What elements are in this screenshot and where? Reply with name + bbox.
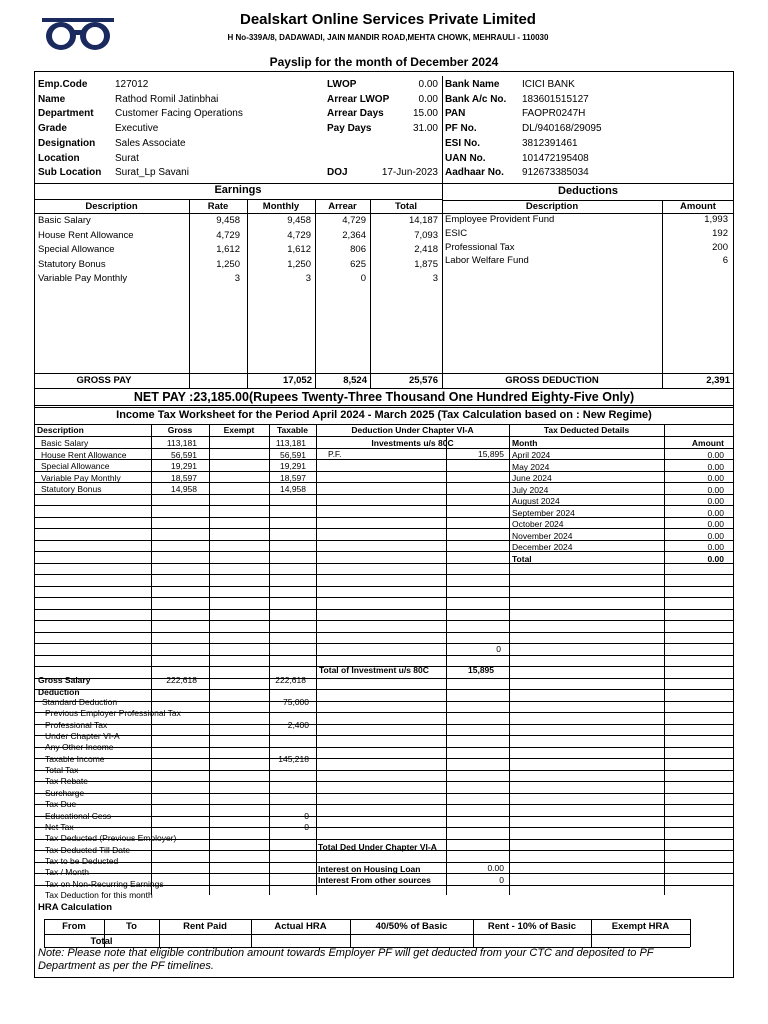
company-logo-icon	[38, 14, 118, 56]
gross-pay-monthly: 17,052	[282, 375, 312, 386]
earnings-row-value: 9,458	[216, 215, 240, 226]
employee-field-label: Sub Location	[38, 167, 102, 179]
deduction-row-amount: 192	[712, 227, 728, 239]
gross-deduction-label: GROSS DEDUCTION	[505, 375, 599, 386]
tax-deduction-description: Tax Due	[45, 799, 77, 810]
tax-deduction-description: Tax Deducted (Previous Employer)	[45, 833, 177, 844]
earnings-column-header: Total	[395, 201, 417, 212]
housing-loan-label: Interest on Housing Loan	[318, 864, 421, 874]
tax-deduction-value: 145,218	[278, 753, 309, 764]
grid-hline	[34, 770, 734, 771]
tds-amount: 0.00	[707, 496, 724, 506]
earnings-row-description: House Rent Allowance	[38, 229, 134, 241]
payslip-title: Payslip for the month of December 2024	[269, 55, 499, 69]
grid-hline	[34, 804, 734, 805]
employee-field-value: Sales Associate	[115, 137, 186, 149]
earnings-column-header: Description	[85, 201, 138, 212]
employee-field-label: Grade	[38, 123, 67, 135]
grid-vline	[370, 199, 371, 388]
employee-field-label: LWOP	[327, 79, 357, 90]
grid-hline	[34, 407, 734, 408]
grid-vline	[315, 199, 316, 388]
earnings-row-value: 1,250	[287, 258, 311, 270]
employee-field-value: Surat	[115, 152, 139, 164]
tax-deduction-description: Total Tax	[45, 765, 79, 776]
employee-field-value: Executive	[115, 123, 159, 135]
earnings-row-description: Statutory Bonus	[38, 258, 106, 270]
employee-field-value: Customer Facing Operations	[115, 108, 243, 120]
earnings-row-value: 2,418	[414, 244, 438, 255]
hra-column-header: 40/50% of Basic	[375, 921, 448, 932]
earnings-row-value: 806	[350, 244, 366, 255]
net-pay: NET PAY :23,185.00(Rupees Twenty-Three Thousand One Hundred Eighty-Five Only)	[133, 390, 635, 404]
grid-hline	[34, 758, 734, 759]
gross-pay-arrear: 8,524	[343, 375, 367, 386]
investment-name: P.F.	[328, 449, 342, 459]
earnings-row-value: 3	[234, 273, 240, 284]
deduction-row-description: Employee Provident Fund	[445, 214, 555, 225]
grid-hline	[34, 620, 734, 621]
investments-title: Investments u/s 80C	[371, 438, 454, 448]
tds-amount: 0.00	[707, 484, 724, 495]
tax-row-gross: 19,291	[171, 461, 197, 471]
total-investment-value: 15,895	[468, 665, 494, 675]
tax-deduction-description: Any Other Income	[45, 742, 114, 753]
tax-row-gross: 18,597	[171, 472, 197, 483]
tax-row-taxable: 19,291	[280, 461, 306, 471]
deduction-row-description: Professional Tax	[445, 241, 515, 253]
grid-hline	[44, 919, 690, 920]
grid-vline	[442, 76, 443, 184]
employee-field-label: DOJ	[327, 167, 348, 179]
tax-deduction-description: Tax on Non-Recurring Earnings	[45, 878, 164, 889]
grid-hline	[44, 934, 690, 935]
earnings-row-value: 1,612	[287, 244, 311, 255]
tds-month: June 2024	[512, 473, 552, 483]
tax-deduction-description: Tax Rebate	[45, 776, 88, 787]
hra-column-header: From	[62, 921, 86, 932]
grid-hline	[34, 632, 734, 633]
earnings-row-description: Special Allowance	[38, 244, 115, 255]
tds-amount: 0.00	[707, 450, 724, 460]
tds-month: Total	[512, 553, 532, 564]
tds-month: November 2024	[512, 530, 573, 541]
tax-row-gross: 113,181	[166, 438, 197, 448]
grid-vline	[189, 199, 190, 388]
tax-row-gross: 14,958	[171, 484, 197, 494]
employee-field-value: 912673385034	[522, 167, 589, 179]
gross-salary-label: Gross Salary	[38, 675, 91, 685]
tds-month: May 2024	[512, 461, 550, 472]
employee-field-label: Arrear Days	[327, 108, 384, 120]
grid-hline	[34, 586, 734, 587]
grid-hline	[34, 597, 734, 598]
tax-row-description: Basic Salary	[41, 438, 89, 448]
deduction-label: Deduction	[38, 687, 80, 697]
deductions-title: Deductions	[558, 185, 618, 197]
grid-hline	[34, 563, 734, 564]
tds-amount: 0.00	[707, 507, 724, 518]
earnings-row-value: 1,250	[216, 258, 240, 270]
company-name: Dealskart Online Services Private Limited	[240, 11, 536, 28]
grid-vline	[690, 919, 691, 947]
employee-field-value: 101472195408	[522, 152, 589, 164]
deduction-row-description: ESIC	[445, 227, 468, 239]
earnings-row-value: 625	[350, 258, 366, 270]
hra-column-header: To	[126, 921, 137, 932]
grid-hline	[34, 199, 442, 200]
tax-deduction-description: Previous Employer Professional Tax	[45, 708, 181, 719]
employee-field-label: PF No.	[445, 123, 477, 135]
employee-field-label: Arrear LWOP	[327, 93, 390, 105]
employee-field-label: Designation	[38, 137, 96, 149]
gross-salary-gross: 222,618	[166, 675, 197, 685]
employee-field-value: 0.00	[418, 93, 438, 105]
earnings-row-value: 4,729	[342, 215, 366, 226]
employee-field-label: PAN	[445, 108, 466, 120]
hra-column-header: Rent Paid	[183, 921, 227, 932]
grid-vline	[247, 199, 248, 388]
gross-pay-label: GROSS PAY	[76, 375, 132, 386]
other-sources-label: Interest From other sources	[318, 875, 431, 885]
company-address: H No-339A/8, DADAWADI, JAIN MANDIR ROAD,MEHTA CHOWK, MEHRAULI - 110030	[227, 33, 549, 42]
grid-hline	[34, 655, 734, 656]
tax-row-description: House Rent Allowance	[41, 449, 127, 460]
deduction-row-amount: 6	[722, 255, 728, 267]
earnings-row-value: 9,458	[287, 215, 311, 226]
grid-hline	[34, 735, 734, 736]
hra-title: HRA Calculation	[38, 902, 113, 913]
total-ded-label: Total Ded Under Chapter VI-A	[318, 842, 437, 852]
grid-hline	[34, 448, 734, 449]
earnings-column-header: Monthly	[262, 201, 300, 212]
tds-amount: 0.00	[707, 461, 724, 472]
grid-hline	[34, 724, 734, 725]
other-sources-value: 0	[499, 875, 504, 885]
employee-field-label: UAN No.	[445, 152, 486, 164]
tds-month: September 2024	[512, 507, 575, 518]
employee-field-label: Emp.Code	[38, 79, 88, 90]
employee-field-value: FAOPR0247H	[522, 108, 586, 120]
grid-hline	[34, 405, 734, 406]
employee-field-value: 3812391461	[522, 137, 578, 149]
tax-deduction-value: 75,000	[283, 697, 309, 707]
grid-hline	[34, 551, 734, 552]
employee-field-value: 0.00	[418, 79, 438, 90]
tax-worksheet-title: Income Tax Worksheet for the Period April 2024 - March 2025 (Tax Calculation based on : New Regime)	[116, 409, 652, 421]
grid-hline	[34, 540, 734, 541]
tax-deduction-description: Tax Deducted Till Date	[45, 844, 131, 855]
earnings-row-value: 1,612	[216, 244, 240, 255]
tds-month: December 2024	[512, 542, 573, 552]
tax-column-header: Exempt	[223, 425, 255, 435]
tds-amount: 0.00	[707, 553, 724, 564]
earnings-column-header: Arrear	[328, 201, 357, 212]
earnings-row-description: Basic Salary	[38, 215, 91, 226]
employee-field-value: 183601515127	[522, 93, 589, 105]
pf-note: Note: Please note that eligible contribution amount towards Employer PF will get deducted from your CTC and deposited to PF Department as per the PF timelines.	[38, 947, 654, 972]
hra-column-header: Actual HRA	[274, 921, 327, 932]
tax-column-header: Description	[37, 425, 84, 435]
employee-field-label: Aadhaar No.	[445, 167, 504, 179]
tds-amount: 0.00	[707, 519, 724, 529]
tax-deduction-description: Net Tax	[45, 821, 74, 832]
tax-deduction-description: Educational Cess	[45, 810, 112, 821]
deduction-row-amount: 1,993	[704, 214, 728, 225]
earnings-row-value: 3	[432, 273, 438, 284]
employee-field-value: 31.00	[412, 123, 438, 135]
grid-hline	[34, 388, 734, 389]
earnings-row-value: 14,187	[408, 215, 438, 226]
tds-month: July 2024	[512, 484, 549, 495]
grid-hline	[34, 213, 734, 214]
chapter-via-title: Deduction Under Chapter VI-A	[351, 425, 474, 435]
grid-hline	[34, 701, 734, 702]
tax-column-header: Taxable	[276, 425, 309, 435]
grid-hline	[34, 517, 734, 518]
tax-deduction-description: Under Chapter VI-A	[45, 731, 120, 742]
grid-hline	[34, 862, 734, 863]
tax-row-taxable: 56,591	[280, 449, 306, 460]
employee-field-label: Bank Name	[445, 79, 500, 90]
tax-row-taxable: 113,181	[275, 438, 306, 448]
employee-field-value: Rathod Romil Jatinbhai	[115, 93, 219, 105]
tax-column-header: Gross	[167, 425, 193, 435]
housing-loan-value: 0.00	[487, 863, 504, 873]
tax-row-gross: 56,591	[171, 449, 197, 460]
tds-amount: 0.00	[707, 542, 724, 552]
earnings-row-value: 7,093	[414, 229, 438, 241]
grid-vline	[442, 183, 443, 388]
hra-total-label: Total	[90, 936, 113, 947]
employee-field-label: Bank A/c No.	[445, 93, 507, 105]
deduction-row-amount: 200	[712, 241, 728, 253]
tax-deduction-description: Tax / Month	[45, 867, 89, 878]
grid-hline	[34, 643, 734, 644]
grid-hline	[34, 689, 734, 690]
tax-deduction-value: 0	[304, 821, 309, 832]
tax-deduction-description: Tax to be Deducted	[45, 855, 119, 866]
grid-hline	[34, 505, 734, 506]
grid-hline	[34, 471, 734, 472]
tax-deduction-description: Professional Tax	[45, 719, 108, 730]
employee-field-value: ICICI BANK	[522, 79, 575, 90]
deduction-row-description: Labor Welfare Fund	[445, 255, 529, 267]
grid-hline	[34, 609, 734, 610]
deductions-column-header: Description	[525, 201, 579, 212]
employee-field-label: Location	[38, 152, 80, 164]
tax-row-taxable: 14,958	[280, 484, 306, 494]
tax-deduction-description: Standard Deduction	[42, 697, 118, 707]
hra-column-header: Exempt HRA	[611, 921, 670, 932]
earnings-row-value: 3	[305, 273, 311, 284]
grid-hline	[34, 793, 734, 794]
hra-column-header: Rent - 10% of Basic	[487, 921, 577, 932]
grid-hline	[34, 816, 734, 817]
earnings-row-description: Variable Pay Monthly	[38, 273, 128, 284]
employee-field-value: 17-Jun-2023	[381, 167, 438, 179]
grid-vline	[662, 200, 663, 388]
total-investment-label: Total of Investment u/s 80C	[319, 665, 429, 675]
deductions-column-header: Amount	[680, 201, 716, 212]
earnings-title: Earnings	[214, 184, 262, 196]
employee-field-value: 15.00	[412, 108, 438, 120]
employee-field-label: Name	[38, 93, 66, 105]
grid-hline	[34, 373, 734, 374]
tds-month: August 2024	[512, 496, 560, 506]
grid-hline	[34, 574, 734, 575]
grid-hline	[34, 781, 734, 782]
tds-amount-header: Amount	[691, 438, 724, 448]
gross-deduction-amount: 2,391	[706, 375, 730, 386]
tax-deduction-value: 0	[304, 810, 309, 821]
investment-value: 15,895	[478, 449, 504, 459]
employee-field-value: 127012	[115, 79, 149, 90]
tax-deduction-description: Surcharge	[45, 787, 85, 798]
grid-hline	[34, 678, 734, 679]
tax-row-description: Special Allowance	[41, 461, 110, 471]
tds-amount: 0.00	[707, 530, 724, 541]
grid-hline	[34, 436, 734, 437]
employee-field-label: Pay Days	[327, 123, 372, 135]
earnings-row-value: 4,729	[287, 229, 311, 241]
grid-hline	[34, 827, 734, 828]
employee-field-value: DL/940168/29095	[522, 123, 602, 135]
tax-deduction-value: 2,400	[287, 719, 309, 730]
tds-month: October 2024	[512, 519, 564, 529]
tds-amount: 0.00	[707, 473, 724, 483]
tax-deduction-description: Tax Deduction for this month	[45, 889, 153, 900]
tax-deduction-description: Taxable Income	[45, 753, 105, 764]
gross-salary-taxable: 222,618	[275, 675, 306, 685]
tds-month-header: Month	[512, 438, 538, 448]
employee-field-value: Surat_Lp Savani	[115, 167, 189, 179]
tax-row-taxable: 18,597	[280, 472, 306, 483]
earnings-row-value: 0	[360, 273, 366, 284]
grid-hline	[34, 747, 734, 748]
earnings-column-header: Rate	[207, 201, 229, 212]
tds-title: Tax Deducted Details	[543, 425, 630, 435]
grid-hline	[34, 459, 734, 460]
employee-field-label: Department	[38, 108, 94, 120]
grid-hline	[34, 528, 734, 529]
earnings-row-value: 4,729	[216, 229, 240, 241]
grid-hline	[34, 494, 734, 495]
earnings-row-value: 2,364	[342, 229, 366, 241]
investment-zero: 0	[496, 644, 501, 654]
earnings-row-value: 1,875	[414, 258, 438, 270]
tax-row-description: Statutory Bonus	[41, 484, 102, 494]
tds-month: April 2024	[512, 450, 551, 460]
tax-row-description: Variable Pay Monthly	[41, 472, 121, 483]
gross-pay-total: 25,576	[408, 375, 438, 386]
employee-field-label: ESI No.	[445, 137, 481, 149]
grid-hline	[34, 482, 734, 483]
